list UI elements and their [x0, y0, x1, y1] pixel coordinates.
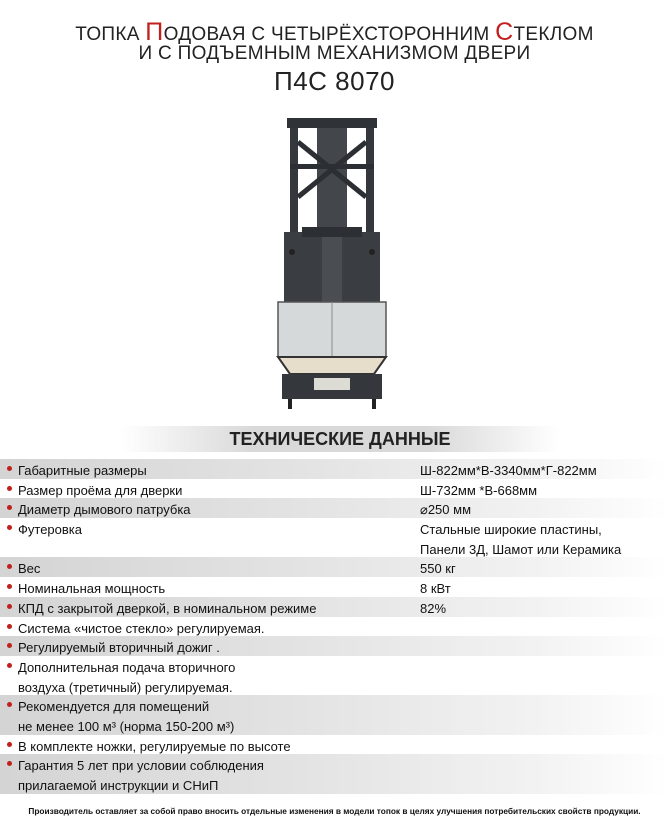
- spec-label-line: воздуха (третичный) регулируемая.: [18, 679, 233, 695]
- bullet-icon: [7, 486, 12, 491]
- spec-row: [0, 597, 669, 617]
- spec-value: [420, 520, 621, 559]
- spec-row: [0, 498, 669, 518]
- spec-value-line: 550 кг: [420, 561, 456, 577]
- bullet-icon: [7, 505, 12, 510]
- spec-row: [0, 459, 669, 479]
- bullet-icon: [7, 564, 12, 569]
- bullet-icon: [7, 604, 12, 609]
- bullet-icon: [7, 466, 12, 471]
- spec-value-line: Стальные широкие пластины,: [420, 522, 602, 538]
- spec-row: [0, 518, 669, 557]
- spec-row: [0, 479, 669, 499]
- spec-row: [0, 557, 669, 577]
- title-line-2: И С ПОДЪЕМНЫМ МЕХАНИЗМОМ ДВЕРИ: [138, 43, 531, 64]
- bullet-icon: [7, 761, 12, 766]
- spec-row: [0, 695, 669, 734]
- model-name: П4С 8070: [274, 66, 395, 96]
- fireplace-image: [262, 112, 402, 412]
- spec-label-line: Система «чистое стекло» регулируемая.: [18, 620, 265, 636]
- spec-label: [18, 520, 82, 540]
- spec-label-line: Гарантия 5 лет при условии соблюдения: [18, 758, 264, 774]
- bullet-icon: [7, 663, 12, 668]
- bullet-icon: [7, 624, 12, 629]
- spec-row: [0, 617, 669, 637]
- spec-value-line: Панели 3Д, Шамот или Керамика: [420, 541, 622, 557]
- bullet-icon: [7, 742, 12, 747]
- spec-label-line: Габаритные размеры: [18, 463, 147, 478]
- footer-note: Производитель оставляет за собой право вносить отдельные изменения в модели топок в целях улучшения потребительских свойств продукции.: [28, 806, 641, 816]
- spec-label: [18, 697, 234, 736]
- title-part-3: ТЕКЛОМ: [513, 24, 594, 45]
- title-part-2: ОДОВАЯ С ЧЕТЫРЁХСТОРОННИМ: [163, 24, 496, 45]
- bullet-icon: [7, 702, 12, 707]
- bullet-icon: [7, 525, 12, 530]
- spec-row: [0, 636, 669, 656]
- spec-value-line: 82%: [420, 600, 447, 616]
- spec-label-line: Диаметр дымового патрубка: [18, 502, 191, 518]
- spec-label-line: Футеровка: [18, 522, 82, 538]
- spec-label-line: КПД с закрытой дверкой, в номинальном режиме: [18, 600, 317, 616]
- spec-label-line: не менее 100 м³ (норма 150-200 м³): [18, 718, 235, 734]
- spec-label: [18, 756, 264, 795]
- spec-label-line: Регулируемый вторичный дожиг .: [18, 640, 220, 656]
- spec-row: [0, 754, 669, 793]
- spec-row: [0, 577, 669, 597]
- spec-label-line: Вес: [18, 561, 41, 577]
- spec-value-line: 8 кВт: [420, 581, 451, 597]
- spec-row: [0, 735, 669, 755]
- bullet-icon: [7, 643, 12, 648]
- spec-value-line: Ш-732мм *В-668мм: [420, 482, 538, 498]
- spec-label-line: Дополнительная подача вторичного: [18, 659, 236, 675]
- section-title: ТЕХНИЧЕСКИЕ ДАННЫЕ: [120, 426, 560, 452]
- title-cap-1: П: [145, 18, 164, 46]
- spec-label-line: Размер проёма для дверки: [18, 482, 183, 498]
- spec-value-line: Ш-822мм*В-3340мм*Г-822мм: [420, 463, 597, 478]
- spec-row: [0, 656, 669, 695]
- spec-table: [0, 459, 669, 794]
- spec-label-line: В комплекте ножки, регулируемые по высоте: [18, 738, 291, 754]
- spec-label-line: Рекомендуется для помещений: [18, 699, 210, 715]
- title-part-1: ТОПКА: [75, 24, 146, 45]
- title-cap-2: С: [495, 18, 514, 46]
- spec-value-line: ⌀250 мм: [420, 502, 472, 518]
- spec-label-line: Номинальная мощность: [18, 581, 166, 597]
- spec-label: [18, 658, 235, 697]
- bullet-icon: [7, 584, 12, 589]
- spec-label-line: прилагаемой инструкции и СНиП: [18, 778, 219, 794]
